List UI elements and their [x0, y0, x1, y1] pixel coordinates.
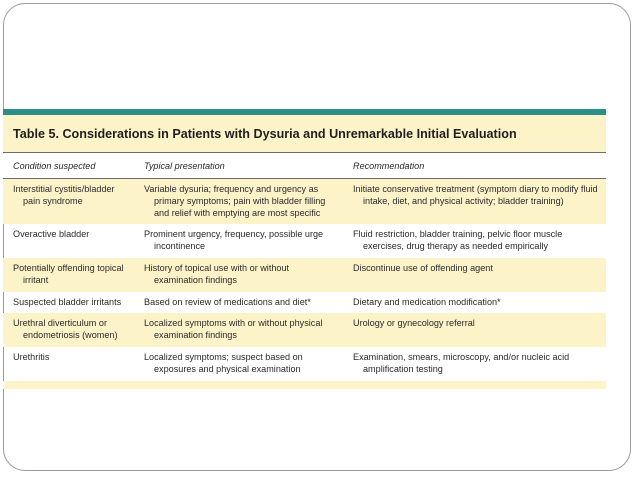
- cell-condition: [3, 313, 134, 347]
- recommendation-text: Examination, smears, microscopy, and/or nucleic acid amplification testing: [353, 351, 570, 374]
- table-row: [3, 258, 606, 292]
- recommendation-text: Fluid restriction, bladder training, pelvic floor muscle exercises, drug therapy as needed empirically: [353, 229, 563, 252]
- presentation-text: Based on review of medications and diet*: [144, 296, 311, 307]
- header-presentation: Typical presentation: [134, 153, 343, 179]
- cell-condition: [3, 347, 134, 385]
- condition-text: Interstitial cystitis/bladder pain syndrome: [13, 184, 115, 206]
- presentation-text: Localized symptoms with or without physical examination findings: [144, 318, 323, 341]
- cell-presentation: [134, 313, 343, 347]
- recommendation-text: Dietary and medication modification*: [353, 296, 501, 307]
- cell-recommendation: [343, 224, 606, 258]
- header-condition: Condition suspected: [3, 153, 134, 179]
- cell-condition: [3, 292, 134, 314]
- cell-condition: [3, 224, 134, 258]
- recommendation-text: Urology or gynecology referral: [353, 318, 475, 329]
- cell-recommendation: [343, 292, 606, 314]
- presentation-text: Variable dysuria; frequency and urgency as primary symptoms; pain with bladder filling and relief with emptying are most specific: [144, 184, 326, 218]
- table-container: [3, 109, 606, 389]
- cell-presentation: [134, 292, 343, 314]
- cell-presentation: [134, 179, 343, 225]
- table-row: [3, 313, 606, 347]
- table-row: [3, 347, 606, 385]
- presentation-text: History of topical use with or without examination findings: [144, 262, 290, 285]
- condition-text: Suspected bladder irritants: [13, 296, 122, 307]
- condition-text: Potentially offending topical irritant: [13, 262, 124, 285]
- cell-recommendation: [343, 347, 606, 385]
- condition-text: Overactive bladder: [13, 229, 90, 240]
- dysuria-table: [3, 153, 606, 389]
- table-header-row: [3, 153, 606, 179]
- cell-recommendation: [343, 179, 606, 225]
- cell-recommendation: [343, 313, 606, 347]
- recommendation-text: Initiate conservative treatment (symptom diary to modify fluid intake, diet, and physical activity; bladder training): [353, 184, 598, 206]
- table-row: [3, 224, 606, 258]
- cell-condition: [3, 258, 134, 292]
- table-title: Table 5. Considerations in Patients with Dysuria and Unremarkable Initial Evaluation: [3, 115, 606, 153]
- cell-recommendation: [343, 258, 606, 292]
- recommendation-text: Discontinue use of offending agent: [353, 262, 493, 273]
- cell-presentation: [134, 224, 343, 258]
- cell-condition: [3, 179, 134, 225]
- presentation-text: Localized symptoms; suspect based on exposures and physical examination: [144, 351, 303, 374]
- table-row: [3, 292, 606, 314]
- cell-presentation: [134, 347, 343, 385]
- condition-text: Urethritis: [13, 351, 50, 362]
- condition-text: Urethral diverticulum or endometriosis (women): [13, 318, 118, 341]
- header-recommendation: Recommendation: [343, 153, 606, 179]
- presentation-text: Prominent urgency, frequency, possible urge incontinence: [144, 229, 324, 252]
- table-row: [3, 179, 606, 225]
- cell-presentation: [134, 258, 343, 292]
